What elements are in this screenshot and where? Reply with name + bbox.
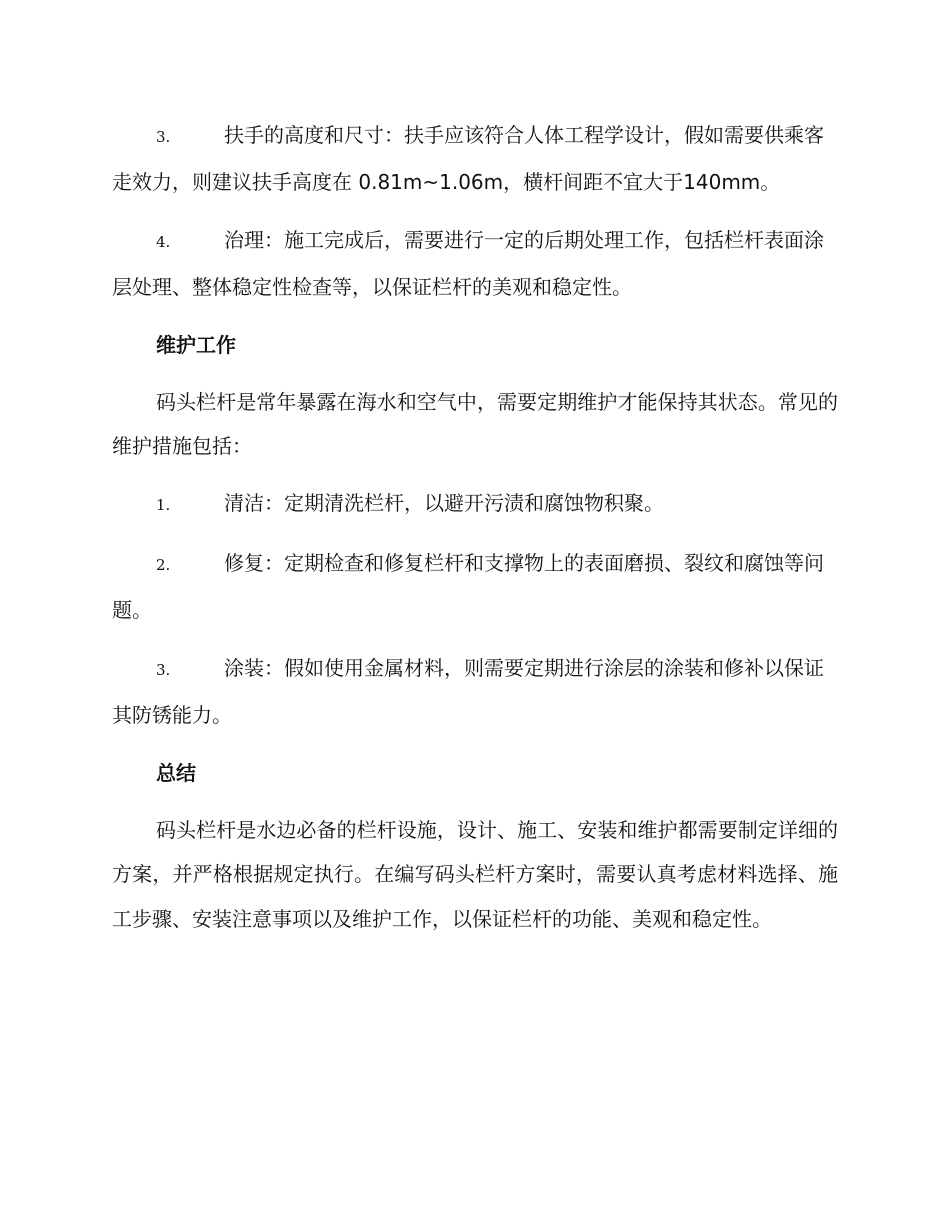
- section-heading-maintenance: 维护工作: [156, 333, 236, 357]
- list-item-text: 治理：施工完成后，需要进行一定的后期处理工作，包括栏杆表面涂层处理、整体稳定性检查等，以保证栏杆的美观和稳定性。: [112, 228, 824, 299]
- list-item-governance: [112, 218, 838, 309]
- list-item-railing-height: [112, 113, 838, 204]
- list-number: 3.: [156, 661, 171, 679]
- list-item-text: 清洁：定期清洗栏杆，以避开污渍和腐蚀物积聚。: [224, 490, 664, 515]
- summary-paragraph: 码头栏杆是水边必备的栏杆设施，设计、施工、安装和维护都需要制定详细的方案，并严格根据规定执行。在编写码头栏杆方案时，需要认真考虑材料选择、施工步骤、安装注意事项以及维护工作，以保证栏杆的功能、美观和稳定性。: [112, 817, 838, 931]
- list-item-painting: [112, 646, 838, 737]
- list-number: 4.: [156, 233, 171, 251]
- document-content: [112, 113, 838, 953]
- list-number: 3.: [156, 128, 171, 146]
- section-heading-summary: 总结: [156, 761, 196, 785]
- list-item-cleaning: [112, 481, 838, 528]
- list-number: 2.: [156, 556, 171, 574]
- list-item-repair: [112, 541, 838, 632]
- list-item-text: 扶手的高度和尺寸：扶手应该符合人体工程学设计，假如需要供乘客走效力，则建议扶手高度在 0.81m~1.06m，横杆间距不宜大于140mm。: [112, 123, 824, 194]
- list-number: 1.: [156, 495, 171, 514]
- maintenance-intro-paragraph: 码头栏杆是常年暴露在海水和空气中，需要定期维护才能保持其状态。常见的维护措施包括：: [112, 389, 838, 458]
- list-item-text: 修复：定期检查和修复栏杆和支撑物上的表面磨损、裂纹和腐蚀等问题。: [112, 551, 824, 622]
- list-item-text: 涂装：假如使用金属材料，则需要定期进行涂层的涂装和修补以保证其防锈能力。: [112, 656, 824, 727]
